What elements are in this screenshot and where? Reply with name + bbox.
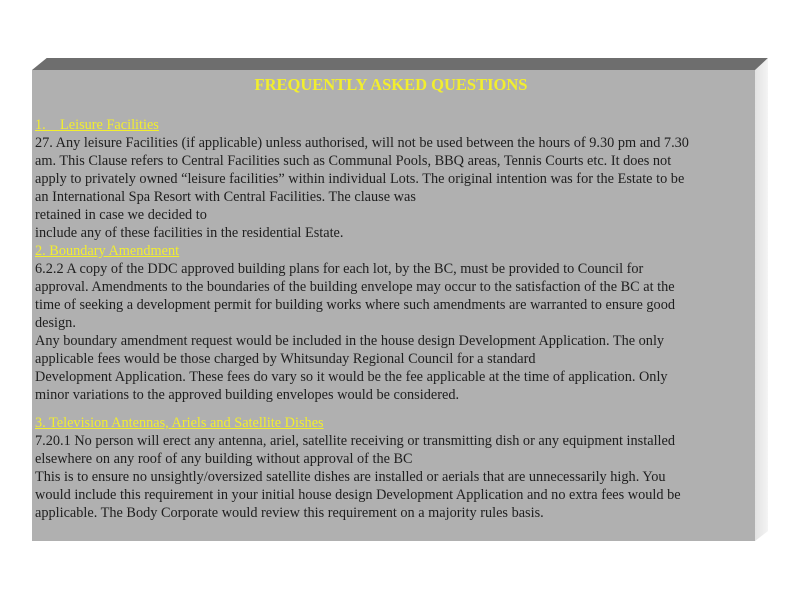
section-line: am. This Clause refers to Central Facilities such as Communal Pools, BBQ areas, Tennis Courts etc. It does not: [35, 153, 672, 169]
section-line: approval. Amendments to the boundaries of the building envelope may occur to the satisfaction of the BC at the: [35, 279, 675, 295]
section-line: This is to ensure no unsightly/oversized satellite dishes are installed or aerials that are unnecessarily high. You: [35, 469, 666, 485]
faq-title: FREQUENTLY ASKED QUESTIONS: [254, 75, 528, 94]
section-line: elsewhere on any roof of any building without approval of the BC: [35, 451, 413, 467]
faq-slide: [32, 58, 768, 541]
section-line: 7.20.1 No person will erect any antenna, ariel, satellite receiving or transmitting dish or any equipment installed: [35, 433, 676, 449]
section-line: retained in case we decided to: [35, 207, 207, 223]
section-line: include any of these facilities in the residential Estate.: [35, 225, 344, 241]
section-line: time of seeking a development permit for building works where such amendments are warranted to ensure good: [35, 297, 675, 313]
section-line: 27. Any leisure Facilities (if applicable) unless authorised, will not be used between the hours of 9.30 pm and 7.30: [35, 135, 689, 151]
section-line: applicable fees would be those charged by Whitsunday Regional Council for a standard: [35, 351, 536, 367]
section-line: apply to privately owned “leisure facilities” within individual Lots. The original intention was for the Estate to be: [35, 171, 685, 187]
section-heading-leisure: 1. Leisure Facilities: [35, 117, 159, 133]
section-line: Any boundary amendment request would be included in the house design Development Application. The only: [35, 333, 665, 349]
slide-right-edge: [755, 58, 768, 541]
section-line: minor variations to the approved building envelopes would be considered.: [35, 387, 460, 403]
slide-top-edge: [32, 58, 768, 70]
section-line: 6.2.2 A copy of the DDC approved building plans for each lot, by the BC, must be provided to Council for: [35, 261, 644, 277]
section-line: would include this requirement in your initial house design Development Application and no extra fees would be: [35, 487, 681, 503]
section-heading-boundary: 2. Boundary Amendment: [35, 243, 180, 259]
faq-section-boundary: [35, 242, 747, 404]
section-line: Development Application. These fees do vary so it would be the fee applicable at the time of application. Only: [35, 369, 668, 385]
section-line: design.: [35, 315, 76, 331]
section-heading-television: 3. Television Antennas, Ariels and Satellite Dishes: [35, 415, 324, 431]
section-line: applicable. The Body Corporate would review this requirement on a majority rules basis.: [35, 505, 544, 521]
faq-section-television: [35, 414, 747, 522]
faq-section-leisure: [35, 116, 747, 242]
section-line: an International Spa Resort with Central Facilities. The clause was: [35, 189, 416, 205]
faq-panel: [32, 70, 755, 541]
